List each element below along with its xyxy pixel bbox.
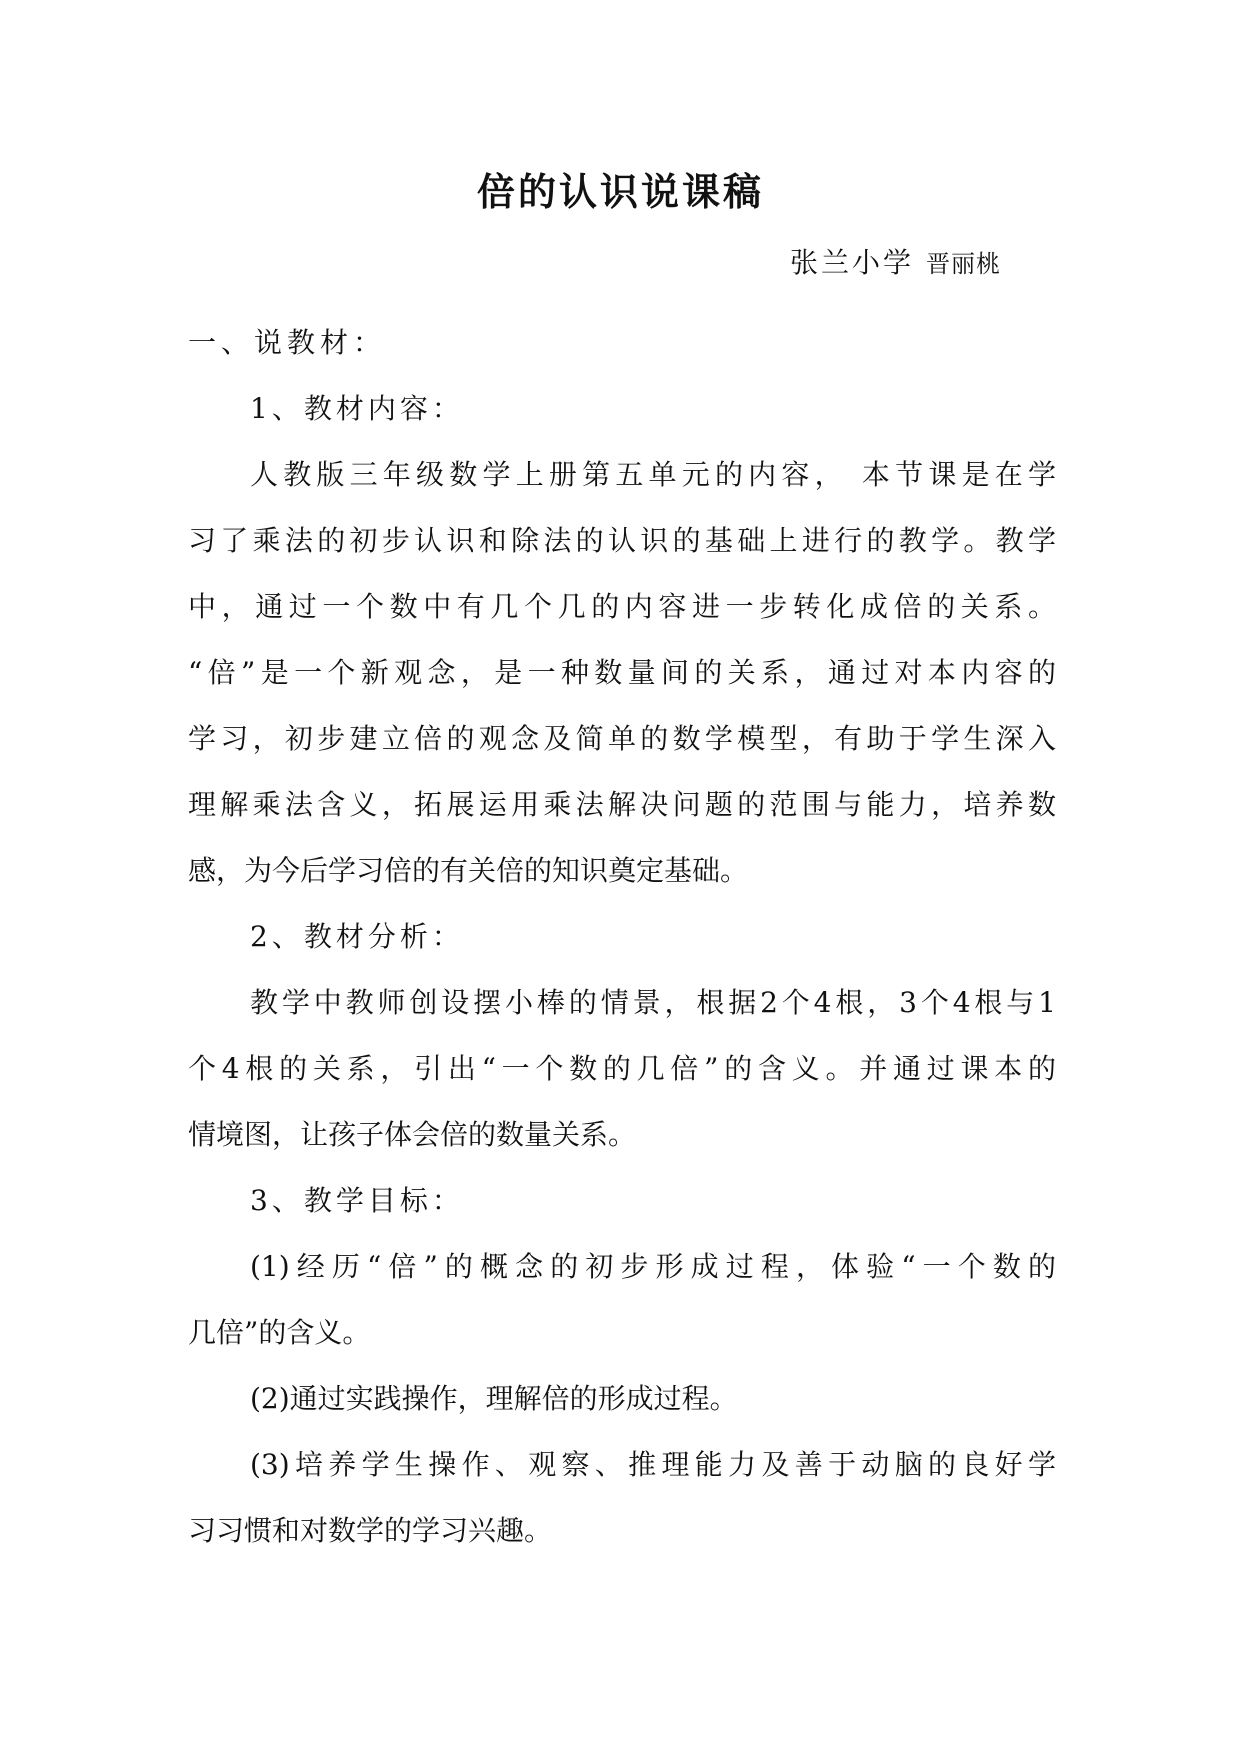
goal-line: 习习惯和对数学的学习兴趣。 xyxy=(188,1514,553,1547)
paragraph-line: 个4根的关系，引出“一个数的几倍”的含义。并通过课本的 xyxy=(188,1052,1056,1085)
author-line xyxy=(790,240,1001,290)
goal-line: (1)经历“倍”的概念的初步形成过程，体验“一个数的 xyxy=(250,1250,1056,1283)
paragraph-line: 中，通过一个数中有几个几的内容进一步转化成倍的关系。 xyxy=(188,590,1056,623)
paragraph-line: 教学中教师创设摆小棒的情景，根据2个4根，3个4根与1 xyxy=(250,986,1056,1019)
paragraph-line: 人教版三年级数学上册第五单元的内容， 本节课是在学 xyxy=(250,458,1056,491)
paragraph-line: 情境图，让孩子体会倍的数量关系。 xyxy=(188,1118,637,1151)
subheading-analysis: 2、教材分析： xyxy=(250,920,464,953)
author-name: 晋丽桃 xyxy=(926,250,1002,278)
paragraph-line: 感，为今后学习倍的有关倍的知识奠定基础。 xyxy=(188,854,749,887)
paragraph-line: 理解乘法含义，拓展运用乘法解决问题的范围与能力，培养数 xyxy=(188,788,1056,821)
paragraph-line: 习了乘法的初步认识和除法的认识的基础上进行的教学。教学 xyxy=(188,524,1056,557)
section-heading-textbook: 一、说教材： xyxy=(188,326,387,359)
author-school: 张兰小学 xyxy=(790,246,915,279)
paragraph-line: 学习，初步建立倍的观念及简单的数学模型，有助于学生深入 xyxy=(188,722,1056,755)
goal-line: 几倍”的含义。 xyxy=(188,1316,371,1349)
subheading-content: 1、教材内容： xyxy=(250,392,464,425)
paragraph-line: “倍”是一个新观念，是一种数量间的关系，通过对本内容的 xyxy=(188,656,1056,689)
document-title: 倍的认识说课稿 xyxy=(476,169,764,214)
goal-line: (3)培养学生操作、观察、推理能力及善于动脑的良好学 xyxy=(250,1448,1056,1481)
document-body xyxy=(188,310,1056,1564)
goal-line: (2)通过实践操作，理解倍的形成过程。 xyxy=(250,1382,738,1415)
subheading-goals: 3、教学目标： xyxy=(250,1184,464,1217)
